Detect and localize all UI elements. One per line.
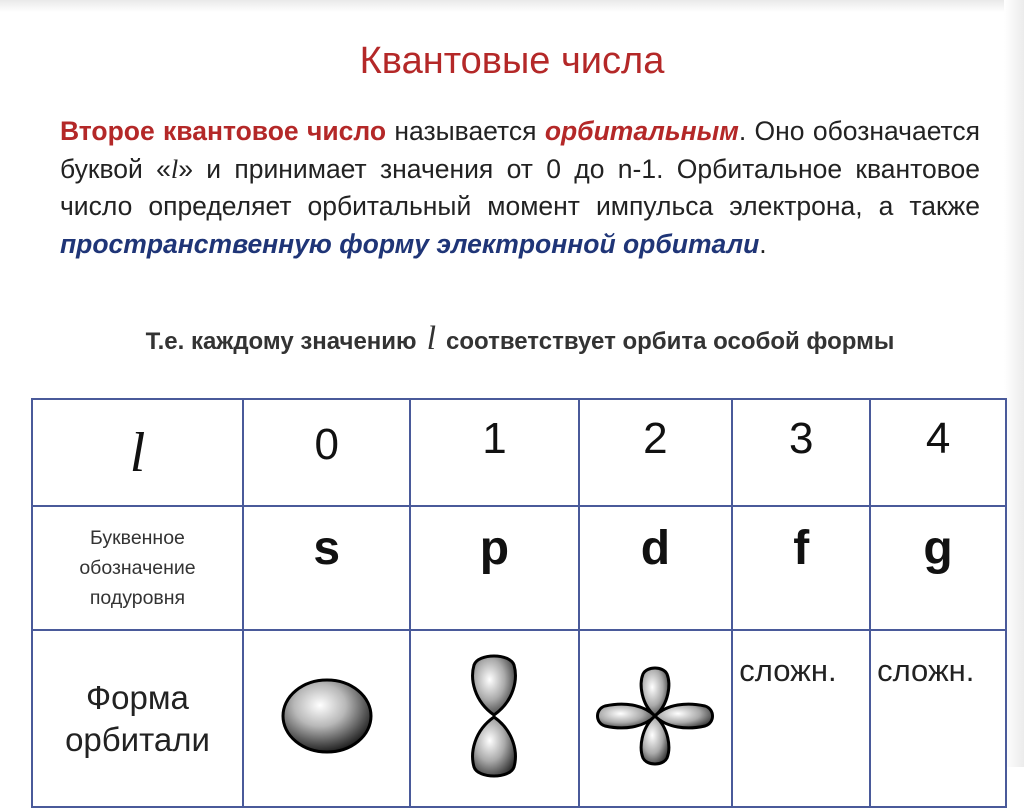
para-term-second-quantum-number: Второе квантовое число bbox=[60, 116, 387, 146]
slide-title: Квантовые числа bbox=[359, 40, 665, 82]
letter-cell-f: f bbox=[732, 506, 870, 630]
label-cell-shape bbox=[32, 630, 243, 807]
letter-cell-g: g bbox=[870, 506, 1006, 630]
subtitle-symbol-l: l bbox=[426, 320, 437, 357]
para-text-2: . Оно обозначается буквой « bbox=[60, 116, 980, 184]
shape-cell-g bbox=[870, 630, 1006, 807]
label-sublevel: Буквенное обозначение подуровня bbox=[79, 527, 196, 609]
complex-label-g: сложн. bbox=[877, 653, 975, 688]
complex-label-f: сложн. bbox=[739, 653, 837, 688]
dumbbell-icon bbox=[464, 651, 524, 781]
value-cell-1: 1 bbox=[410, 399, 578, 506]
cloverleaf-icon bbox=[593, 664, 717, 768]
description-paragraph bbox=[60, 113, 980, 263]
header-cell-l bbox=[32, 399, 243, 506]
slide-frame-top bbox=[0, 0, 1024, 12]
table-row-letters bbox=[32, 506, 1006, 630]
value-cell-4: 4 bbox=[870, 399, 1006, 506]
para-text-4: . bbox=[759, 228, 767, 259]
table-row-l-values bbox=[32, 399, 1006, 506]
para-term-orbital: орбитальным bbox=[544, 116, 739, 146]
subtitle bbox=[60, 322, 980, 358]
slide-frame-right bbox=[1004, 0, 1024, 767]
value-cell-0: 0 bbox=[243, 399, 410, 506]
table-row-shapes bbox=[32, 630, 1006, 807]
value-cell-3: 3 bbox=[732, 399, 870, 506]
header-symbol-l: l bbox=[129, 421, 146, 484]
shape-cell-d bbox=[579, 630, 733, 807]
letter-cell-d: d bbox=[579, 506, 733, 630]
shape-cell-f bbox=[732, 630, 870, 807]
para-term-spatial-form: пространственную форму электронной орбитали bbox=[60, 228, 760, 259]
subtitle-before: Т.е. каждому значению bbox=[145, 328, 417, 355]
letter-cell-s: s bbox=[243, 506, 410, 630]
letter-cell-p: p bbox=[410, 506, 578, 630]
shape-cell-p bbox=[410, 630, 578, 807]
sphere-icon bbox=[277, 676, 377, 756]
para-text-1: называется bbox=[386, 116, 545, 146]
label-orbital-shape: Форма орбитали bbox=[65, 678, 210, 758]
value-cell-2: 2 bbox=[579, 399, 733, 506]
subtitle-after: соответствует орбита особой формы bbox=[446, 328, 895, 355]
label-cell-sublevel bbox=[32, 506, 243, 630]
shape-cell-s bbox=[243, 630, 410, 807]
orbital-table bbox=[31, 398, 1007, 808]
para-text-3: » и принимает значения от 0 до n-1. Орбитальное квантовое число определяет орбитальный момент импульса электрона, а также bbox=[60, 153, 980, 221]
para-symbol-l: l bbox=[170, 153, 179, 184]
